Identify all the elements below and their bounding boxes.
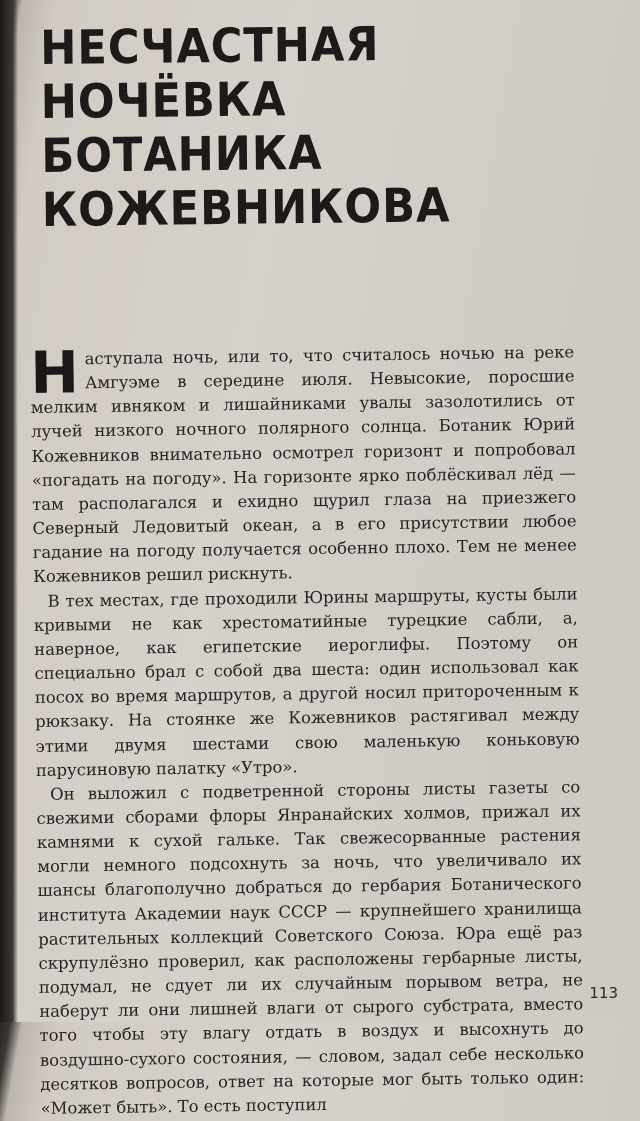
chapter-title-line-2: НОЧЁВКА БОТАНИКА — [40, 72, 323, 184]
drop-cap: Н — [29, 338, 80, 407]
paragraph-2: В тех местах, где проходили Юрины маршруты, кусты были кривыми не как хрестоматийные турецкие сабли, а, наверное, как египетские иероглифы. Поэтому он специально брал с собой два шеста: один использовал как посох во время маршрутов, а другой носил притороченным к рюкзаку. На стоянке же Кожевников растягивал между этими двумя шестами свою маленькую коньковую парусиновую палатку «Утро». — [33, 583, 580, 780]
paragraph-1 — [30, 340, 577, 589]
book-spine-shadow — [0, 0, 18, 1022]
paragraph-3: Он выложил с подветренной стороны листы газеты со свежими сборами флоры Янранайских холмов, прижал их камнями к сухой гальке. Так свежесорванные растения могли немного подсохнуть за ночь, что увеличивало их шансы благополучно добраться до гербария Ботанического института Академии наук СССР — крупнейшего хранилища растительных коллекций Советского Союза. Юра ещё раз скрупулёзно проверил, как расположены гербарные листы, подумал, не сдует ли их случайным порывом ветра, не наберут ли они лишней влаги от сырого субстрата, вместо того чтобы эту влагу отдать в воздух и высохнуть до воздушно-сухого состояния, — словом, задал себе несколько десятков вопросов, ответ на которые мог быть только один: «Может быть». То есть поступил — [36, 777, 585, 1118]
chapter-title — [40, 16, 557, 238]
page-number: 113 — [589, 984, 618, 1002]
chapter-title-line-3: КОЖЕВНИКОВА — [41, 178, 451, 238]
paragraph-1-text: аступала ночь, или то, что считалось ночью на реке Амгуэме в середине июля. Невысокие, поросшие мелким ивняком и лишайниками увалы зазолотились от лучей низкого ночного полярного солнца. Ботаник Юрий Кожевников внимательно осмотрел горизонт и попробовал «погадать на погоду». На горизонте ярко поблёскивал лёд — там располагался и ехидно щурил глаза на приезжего Северный Ледовитый океан, а в его присутствии любое гадание на погоду получается особенно плохо. Тем не менее Кожевников решил рискнуть. — [30, 342, 577, 587]
body-text — [30, 340, 585, 1121]
chapter-title-line-1: НЕСЧАСТНАЯ — [39, 17, 380, 76]
